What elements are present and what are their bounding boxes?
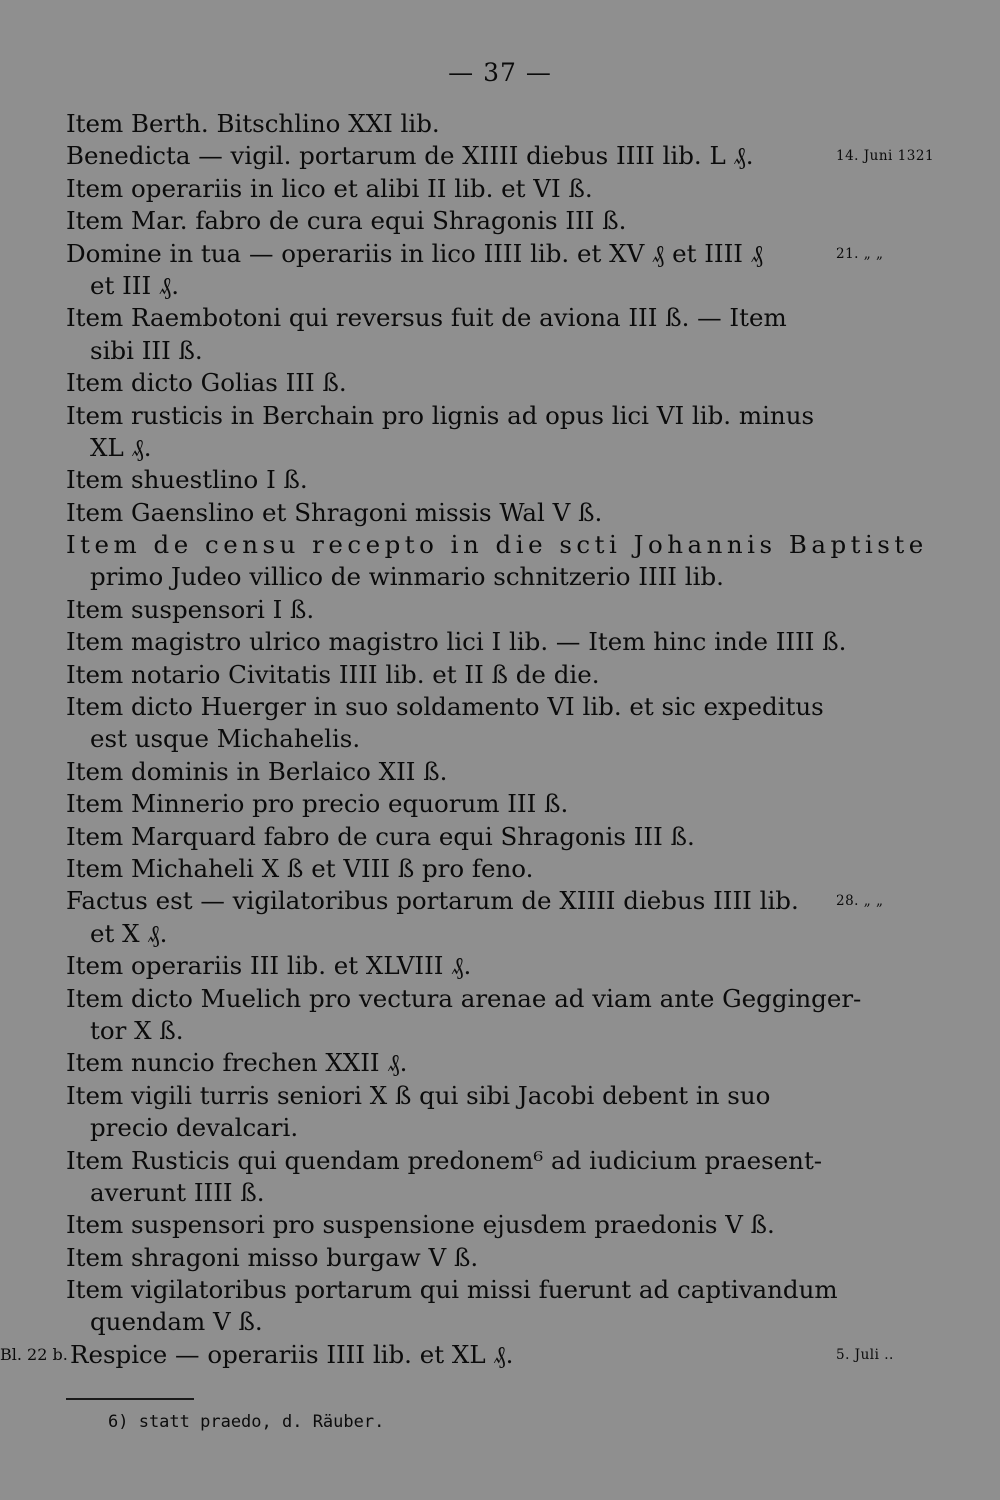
- text-line: [66, 594, 846, 626]
- line-text: Item shuestlino I ß.: [66, 465, 308, 495]
- line-text: precio devalcari.: [90, 1113, 299, 1143]
- line-text: Factus est — vigilatoribus portarum de XIIII diebus IIII lib.: [66, 886, 799, 916]
- line-text: Item de censu recepto in die scti Johannis Baptiste: [66, 530, 928, 560]
- line-text: Item dicto Muelich pro vectura arenae ad viam ante Gegginger-: [66, 983, 862, 1013]
- text-line: [66, 1080, 846, 1112]
- line-text: Domine in tua — operariis in lico IIII lib. et XV ₰ et IIII ₰: [66, 238, 763, 268]
- line-text: Item magistro ulrico magistro lici I lib. — Item hinc inde IIII ß.: [66, 627, 847, 657]
- line-text: quendam V ß.: [90, 1307, 263, 1337]
- page-number: — 37 —: [448, 58, 552, 87]
- text-line: [66, 1047, 846, 1079]
- text-line: [66, 140, 935, 172]
- text-line: [66, 1242, 846, 1274]
- line-text: Item dominis in Berlaico XII ß.: [66, 756, 448, 786]
- text-line: [66, 1209, 846, 1241]
- line-text: Item Marquard fabro de cura equi Shragonis III ß.: [66, 821, 695, 851]
- line-text: averunt IIII ß.: [90, 1177, 265, 1207]
- line-text: Item Mar. fabro de cura equi Shragonis III ß.: [66, 206, 627, 236]
- text-line: [66, 1274, 846, 1306]
- text-line: [66, 497, 846, 529]
- margin-date: 28. „ „: [836, 893, 884, 910]
- line-text: Item operariis in lico et alibi II lib. et VI ß.: [66, 173, 593, 203]
- line-text: primo Judeo villico de winmario schnitzerio IIII lib.: [90, 562, 724, 592]
- line-text: sibi III ß.: [90, 335, 203, 365]
- text-line: [66, 238, 884, 270]
- text-line: [66, 1015, 846, 1047]
- text-line: [66, 529, 928, 561]
- text-line: [66, 335, 846, 367]
- margin-date: 21. „ „: [836, 245, 884, 262]
- line-text: et X ₰.: [90, 918, 168, 948]
- text-line: [66, 1112, 846, 1144]
- text-line: [66, 108, 846, 140]
- text-line: [66, 983, 862, 1015]
- line-text: Item suspensori pro suspensione ejusdem praedonis V ß.: [66, 1210, 775, 1240]
- line-text: Item Minnerio pro precio equorum III ß.: [66, 789, 569, 819]
- text-line: [66, 432, 846, 464]
- text-line: [66, 853, 846, 885]
- line-text: Item shragoni misso burgaw V ß.: [66, 1242, 479, 1272]
- line-text: et III ₰.: [90, 270, 179, 300]
- text-line: [66, 918, 846, 950]
- text-line: [66, 561, 846, 593]
- line-text: Item rusticis in Berchain pro lignis ad opus lici VI lib. minus: [66, 400, 815, 430]
- line-text: Item Michaheli X ß et VIII ß pro feno.: [66, 853, 534, 883]
- margin-date: 14. Juni 1321: [836, 148, 935, 165]
- text-line: [66, 205, 846, 237]
- line-text: Benedicta — vigil. portarum de XIIII diebus IIII lib. L ₰.: [66, 141, 754, 171]
- text-line: [66, 173, 846, 205]
- line-text: est usque Michahelis.: [90, 724, 361, 754]
- line-text: Item dicto Huerger in suo soldamento VI lib. et sic expeditus: [66, 692, 824, 722]
- text-line: [66, 1306, 846, 1338]
- text-line: [66, 1145, 846, 1177]
- text-line: [66, 885, 884, 917]
- footnote-rule: [66, 1398, 194, 1401]
- text-line: [66, 464, 846, 496]
- text-line: [66, 756, 846, 788]
- line-text: XL ₰.: [90, 432, 152, 462]
- line-text: Item vigili turris seniori X ß qui sibi Jacobi debent in suo: [66, 1080, 771, 1110]
- line-text: tor X ß.: [90, 1015, 184, 1045]
- line-text: Item Rusticis qui quendam predonem⁶ ad iudicium praesent-: [66, 1145, 823, 1175]
- text-line: [66, 367, 846, 399]
- text-line: [66, 1177, 846, 1209]
- text-line: [66, 788, 846, 820]
- line-text: Item dicto Golias III ß.: [66, 368, 347, 398]
- line-text: Item nuncio frechen XXII ₰.: [66, 1048, 408, 1078]
- text-line: [66, 270, 846, 302]
- footnote: 6) statt praedo, d. Räuber.: [108, 1412, 385, 1432]
- line-text: Item Raembotoni qui reversus fuit de aviona III ß. — Item: [66, 303, 787, 333]
- line-text: Item vigilatoribus portarum qui missi fuerunt ad captivandum: [66, 1275, 838, 1305]
- line-text: Respice — operariis IIII lib. et XL ₰.: [70, 1339, 514, 1369]
- text-line: [66, 950, 846, 982]
- margin-date: 5. Juli ..: [836, 1346, 894, 1363]
- folio-note: Bl. 22 b.: [0, 1344, 68, 1364]
- text-line: [66, 626, 846, 658]
- line-text: Item notario Civitatis IIII lib. et II ß de die.: [66, 659, 600, 689]
- line-text: Item operariis III lib. et XLVIII ₰.: [66, 951, 472, 981]
- text-line: [66, 302, 846, 334]
- line-text: Item suspensori I ß.: [66, 594, 315, 624]
- text-body: [0, 108, 935, 1371]
- text-line: [66, 821, 846, 853]
- text-line: [66, 691, 846, 723]
- text-line: [66, 400, 846, 432]
- text-line: [66, 659, 846, 691]
- text-line: [66, 723, 846, 755]
- line-text: Item Gaenslino et Shragoni missis Wal V ß.: [66, 497, 603, 527]
- line-text: Item Berth. Bitschlino XXI lib.: [66, 109, 440, 138]
- text-line: [0, 1339, 894, 1371]
